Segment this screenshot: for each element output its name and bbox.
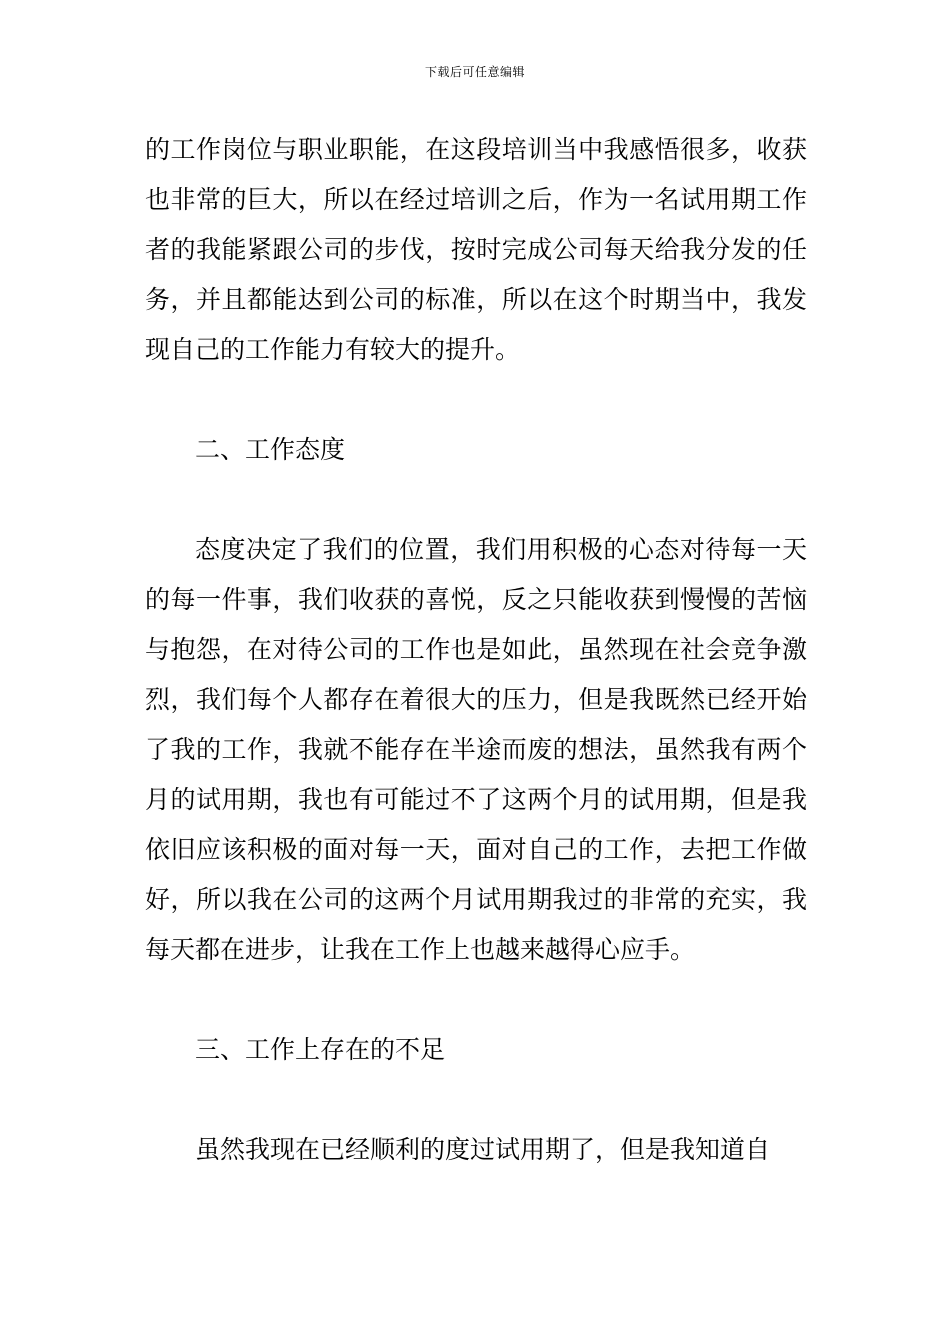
section-heading-shortcomings: 三、工作上存在的不足	[195, 1035, 446, 1064]
spacer	[145, 1075, 807, 1125]
paragraph-shortcomings: 虽然我现在已经顺利的度过试用期了，但是我知道自	[195, 1135, 771, 1164]
section-heading-work-attitude: 二、工作态度	[195, 435, 346, 464]
document-body	[145, 125, 807, 1175]
spacer	[145, 475, 807, 525]
paragraph-work-attitude: 态度决定了我们的位置，我们用积极的心态对待每一天的每一件事，我们收获的喜悦，反之只能收获到慢慢的苦恼与抱怨，在对待公司的工作也是如此，虽然现在社会竞争激烈，我们每个人都存在着很大的压力，但是我既然已经开始了我的工作，我就不能存在半途而废的想法，虽然我有两个月的试用期，我也有可能过不了这两个月的试用期，但是我依旧应该积极的面对每一天，面对自己的工作，去把工作做好，所以我在公司的这两个月试用期我过的非常的充实，我每天都在进步，让我在工作上也越来越得心应手。	[145, 535, 807, 964]
spacer	[145, 375, 807, 425]
spacer	[145, 975, 807, 1025]
page-header: 下载后可任意编辑	[424, 65, 525, 79]
paragraph-continuation: 的工作岗位与职业职能，在这段培训当中我感悟很多，收获也非常的巨大，所以在经过培训之后，作为一名试用期工作者的我能紧跟公司的步伐，按时完成公司每天给我分发的任务，并且都能达到公司的标准，所以在这个时期当中，我发现自己的工作能力有较大的提升。	[145, 135, 807, 364]
